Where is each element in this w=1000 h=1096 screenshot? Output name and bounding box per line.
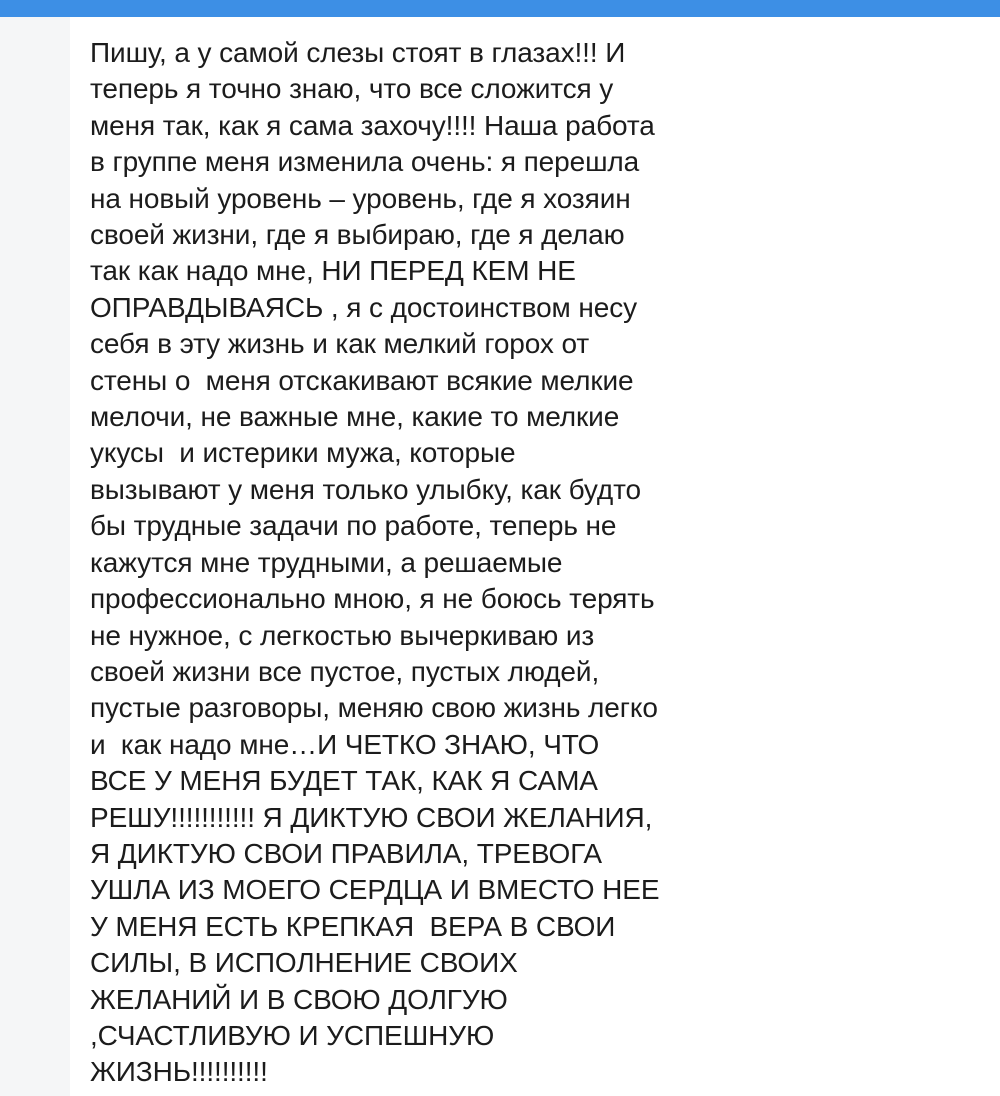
- top-accent-bar: [0, 0, 1000, 17]
- post-text: [90, 35, 710, 1091]
- post-text-line: теперь я точно знаю, что все сложится у: [90, 73, 614, 105]
- post-text-line: ЖЕЛАНИЙ И В СВОЮ ДОЛГУЮ: [90, 983, 508, 1015]
- post-text-line: У МЕНЯ ЕСТЬ КРЕПКАЯ ВЕРА В СВОИ: [90, 910, 616, 942]
- post-text-line: Пишу, а у самой слезы стоят в глазах!!! И: [90, 37, 626, 68]
- post-text-line: себя в эту жизнь и как мелкий горох от: [90, 328, 590, 360]
- post-text-line: меня так, как я сама захочу!!!! Наша работа: [90, 109, 655, 141]
- post-text-line: своей жизни все пустое, пустых людей,: [90, 655, 600, 687]
- post-text-line: ВСЕ У МЕНЯ БУДЕТ ТАК, КАК Я САМА: [90, 765, 598, 797]
- post-text-line: Я ДИКТУЮ СВОИ ПРАВИЛА, ТРЕВОГА: [90, 837, 602, 869]
- post-text-line: бы трудные задачи по работе, теперь не: [90, 510, 617, 542]
- post-text-line: профессионально мною, я не боюсь терять: [90, 583, 655, 615]
- post-text-line: СИЛЫ, В ИСПОЛНЕНИЕ СВОИХ: [90, 947, 518, 979]
- post-text-line: на новый уровень – уровень, где я хозяин: [90, 182, 631, 214]
- post-text-line: кажутся мне трудными, а решаемые: [90, 546, 563, 578]
- post-text-line: УШЛА ИЗ МОЕГО СЕРДЦА И ВМЕСТО НЕЕ: [90, 874, 660, 906]
- post-text-line: ОПРАВДЫВАЯСЬ , я с достоинством несу: [90, 291, 638, 323]
- post-text-line: стены о меня отскакивают всякие мелкие: [90, 364, 634, 396]
- post-text-line: мелочи, не важные мне, какие то мелкие: [90, 401, 620, 433]
- post-text-line: РЕШУ!!!!!!!!!!! Я ДИКТУЮ СВОИ ЖЕЛАНИЯ,: [90, 801, 653, 833]
- post-text-line: не нужное, с легкостью вычеркиваю из: [90, 619, 595, 651]
- post-text-line: вызывают у меня только улыбку, как будто: [90, 473, 641, 505]
- post-text-line: ЖИЗНЬ!!!!!!!!!!: [90, 1056, 268, 1088]
- post-text-line: укусы и истерики мужа, которые: [90, 437, 516, 469]
- post-text-line: своей жизни, где я выбираю, где я делаю: [90, 219, 625, 251]
- left-gutter: [0, 17, 70, 1096]
- post-text-line: ,СЧАСТЛИВУЮ И УСПЕШНУЮ: [90, 1019, 495, 1051]
- post-text-line: так как надо мне, НИ ПЕРЕД КЕМ НЕ: [90, 255, 576, 287]
- post-text-line: в группе меня изменила очень: я перешла: [90, 146, 640, 178]
- post-text-line: пустые разговоры, меняю свою жизнь легко: [90, 692, 658, 724]
- post-body: [70, 17, 1000, 1096]
- post-text-line: и как надо мне…И ЧЕТКО ЗНАЮ, ЧТО: [90, 728, 600, 760]
